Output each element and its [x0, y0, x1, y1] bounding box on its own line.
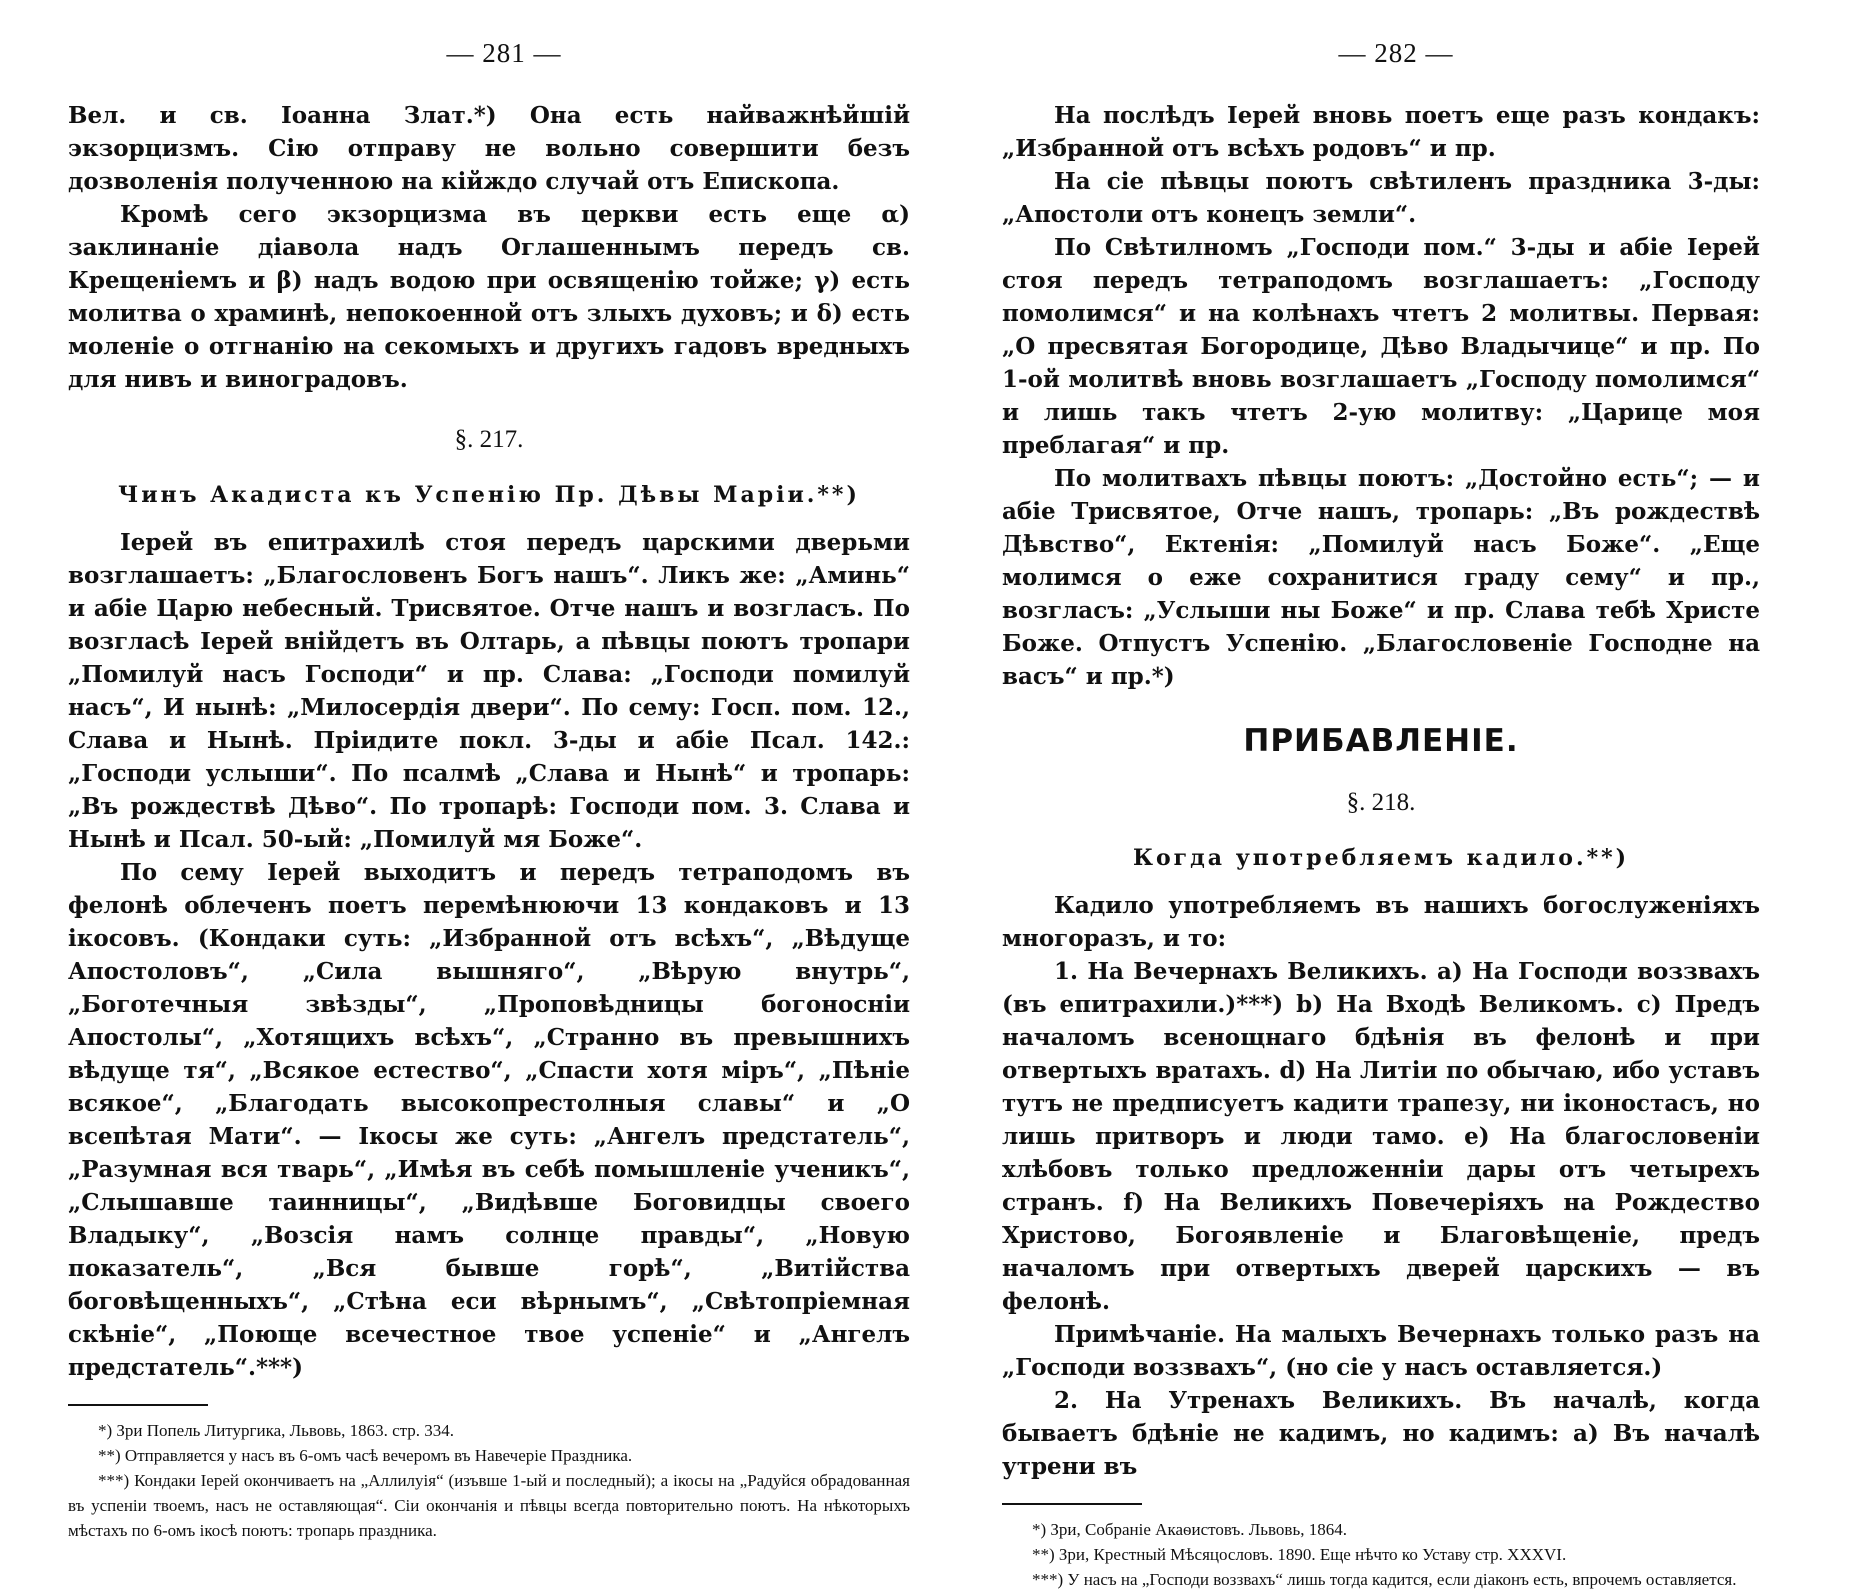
left-page [0, 0, 930, 1540]
footnote-1: *) Зри, Собраніе Акаѳистовъ. Львовь, 1864. [1032, 1520, 1347, 1539]
footnotes-left [68, 1418, 910, 1543]
prayers-paragraph: По Свѣтилномъ „Господи пом.“ 3-ды и абіе Іерей стоя передъ тетраподомъ возглашаетъ: „Господу помолимся“ и на колѣнахъ чтетъ 2 молитвы. Первая: „О пресвятая Богородице, Дѣво Владычице“ и пр. По 1-ой молитвѣ вновь возглашаетъ „Господу помолимся“ и лишь такъ чтетъ 2-ую молитву: „Царице моя преблагая“ и пр. [1002, 234, 1760, 459]
right-page [930, 0, 1860, 1589]
footnote-3: ***) Кондаки Іерей окончиваетъ на „Аллилуія“ (изъвше 1-ый и последный); а ікосы на „Радуйся обрадованная въ успеніи твоемъ, насъ не оставляющая“. Сіи окончанія и пѣвцы всегда повторительно поютъ. На нѣкоторыхъ мѣстахъ по 6-омъ ікосѣ поютъ: тропарь праздника. [68, 1471, 910, 1540]
censer-intro-paragraph: Кадило употребляемъ въ нашихъ богослуженіяхъ многоразъ, и то: [1002, 892, 1760, 952]
rite-paragraph-2: По сему Іерей выходитъ и передъ тетраподомъ въ фелонѣ облеченъ поетъ перемѣнюючи 13 кондаковъ и 13 ікосовъ. (Кондаки суть: „Избранной отъ всѣхъ“, „Вѣдуще Апостоловъ“, „Сила вышняго“, „Вѣрую внутрь“, „Боготечныя звѣзды“, „Проповѣдницы богоносніи Апостолы“, „Хотящихъ всѣхъ“, „Странно въ превышнихъ вѣдуще тя“, „Всякое естество“, „Спасти хотя міръ“, „Пѣніе всякое“, „Благодать высокопрестолныя славы“ и „О всепѣтая Мати“. — Ікосы же суть: „Ангелъ предстатель“, „Разумная вся тварь“, „Имѣя въ себѣ помышленіе ученикъ“, „Слышавше таинницы“, „Видѣвше Боговидцы своего Владыку“, „Возсія намъ солнце правды“, „Новую показатель“, „Вся бывше горѣ“, „Витійства боговѣщенныхъ“, „Стѣна еси вѣрнымъ“, „Свѣтопріемная скѣніе“, „Поюще всечестное твое успеніе“ и „Ангелъ предстатель“.***) [68, 859, 910, 1381]
footnote-3: ***) У насъ на „Господи воззвахъ“ лишь тогда кадится, если діаконъ есть, впрочемъ оставляется. [1032, 1570, 1737, 1589]
matins-paragraph: 2. На Утренахъ Великихъ. Въ началѣ, когда бываетъ бдѣніе не кадимъ, но кадимъ: a) Въ началѣ утрени въ [1002, 1387, 1760, 1480]
vespers-paragraph: 1. На Вечернахъ Великихъ. a) На Господи воззвахъ (въ епитрахили.)***) b) На Входѣ Великомъ. c) Предъ началомъ всенощнаго бдѣнія въ фелонѣ и при отвертыхъ вратахъ. d) На Литіи по обычаю, ибо уставъ тутъ не предписуетъ кадити трапезу, ни іконостасъ, но лишь притворъ и люди тамо. e) На благословеніи хлѣбовъ только предложенніи дары отъ четырехъ странъ. f) На Великихъ Повечеріяхъ на Рождество Христово, Богоявленіе и Благовѣщеніе, предъ началомъ при отвертыхъ дверей царскихъ — въ фелонѣ. [1002, 958, 1760, 1315]
kondak-paragraph: На послѣдъ Іерей вновь поетъ еще разъ кондакъ: „Избранной отъ всѣхъ родовъ“ и пр. [1002, 102, 1760, 162]
rite-paragraph-1: Іерей въ епитрахилѣ стоя передъ царскими дверьми возглашаетъ: „Благословенъ Богъ нашъ“. Ликъ же: „Аминь“ и абіе Царю небесный. Трисвятое. Отче нашъ и возгласъ. По возгласѣ Іерей внійдетъ въ Олтарь, а пѣвцы поютъ тропари „Помилуй насъ Господи“ и пр. Слава: „Господи помилуй насъ“, И нынѣ: „Милосердія двери“. По сему: Госп. пом. 12., Слава и Нынѣ. Пріидите покл. 3-ды и абіе Псал. 142.: „Господи услыши“. По псалмѣ „Слава и Нынѣ“ и тропарь: „Въ рождествѣ Дѣво“. По тропарѣ: Господи пом. 3. Слава и Нынѣ и Псал. 50-ый: „Помилуй мя Боже“. [68, 529, 910, 853]
dismissal-paragraph: По молитвахъ пѣвцы поютъ: „Достойно есть“; — и абіе Трисвятое, Отче нашъ, тропарь: „Въ рождествѣ Дѣвство“, Ектенія: „Помилуй насъ Боже“. „Еще молимся о еже сохранитися граду сему“ и пр., возгласъ: „Услыши ны Боже“ и пр. Слава тебѣ Христе Боже. Отпустъ Успенію. „Благословеніе Господне на васъ“ и пр.*) [1002, 465, 1760, 690]
note-paragraph: Примѣчаніе. На малыхъ Вечернахъ только разъ на „Господи воззвахъ“, (но сіе у насъ оставляется.) [1002, 1321, 1760, 1381]
continued-paragraph: Вел. и св. Іоанна Злат.*) Она есть найважнѣйшій экзорцизмъ. Сію отправу не вольно совершити безъ дозволенія полученною на кійждо случай отъ Епископа. [68, 102, 910, 195]
exorcism-paragraph: Кромѣ сего экзорцизма въ церкви есть еще α) заклинаніе діавола надъ Оглашеннымъ передъ св. Крещеніемъ и β) надъ водою при освященію тойже; γ) есть молитва о храминѣ, непокоенной отъ злыхъ духовъ; и δ) есть моленіе о отгнанію на секомыхъ и другихъ гадовъ вредныхъ для нивъ и виноградовъ. [68, 201, 910, 393]
page-number-282: — 282 — [1338, 38, 1454, 68]
section-number-218: §. 218. [1346, 789, 1416, 816]
footnote-divider [1002, 1503, 1142, 1505]
svetilen-paragraph: На сіе пѣвцы поютъ свѣтиленъ праздника 3-ды: „Апостоли отъ конецъ земли“. [1002, 168, 1760, 228]
rite-title-akathist: Чинъ Акадиста къ Успенію Пр. Дѣвы Маріи.**) [118, 482, 860, 508]
section-number-217: §. 217. [454, 426, 524, 453]
footnotes-right [1002, 1517, 1760, 1592]
footnote-divider [68, 1404, 208, 1406]
appendix-title: ПРИБАВЛЕНІЕ. [1243, 723, 1519, 759]
footnote-1: *) Зри Попель Литургика, Львовь, 1863. стр. 334. [98, 1421, 455, 1440]
page-number-281: — 281 — [446, 38, 562, 68]
footnote-2: **) Зри, Крестный Мѣсяцословъ. 1890. Еще нѣчто ко Уставу стр. XXXVI. [1032, 1545, 1567, 1564]
footnote-2: **) Отправляется у насъ въ 6-омъ часѣ вечеромъ въ Навечеріе Праздника. [98, 1446, 633, 1465]
rite-title-censer: Когда употребляемъ кадило.**) [1132, 845, 1630, 871]
